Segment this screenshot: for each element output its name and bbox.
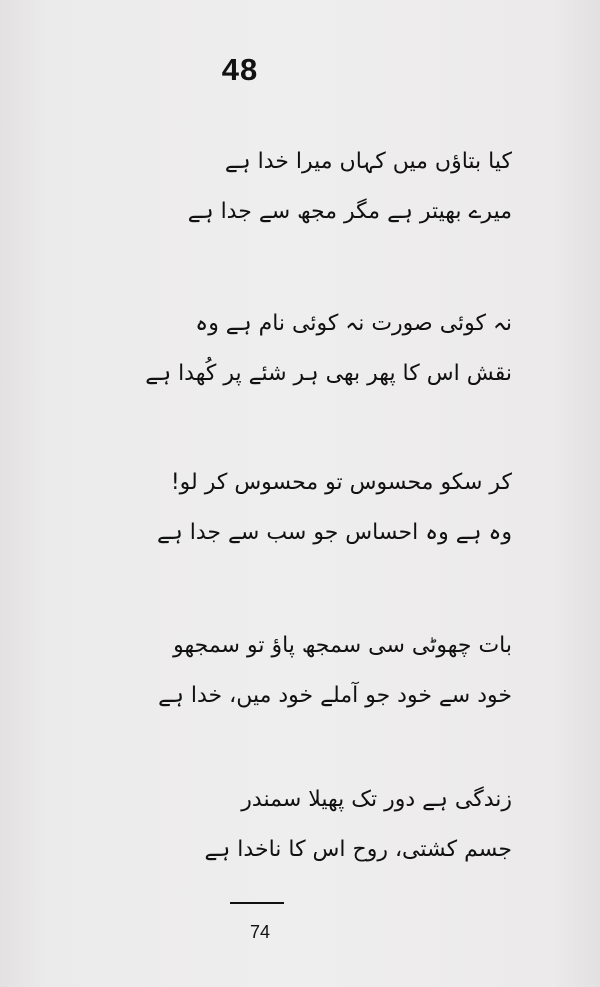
poem-number: 48 — [221, 52, 259, 87]
page-number: 74 — [249, 922, 271, 942]
stanza-1 — [92, 137, 512, 237]
verse-line: کر سکو محسوس تو محسوس کر لو! — [170, 470, 512, 495]
verse-line: میرے بھیتر ہے مگر مجھ سے جدا ہے — [187, 199, 512, 224]
stanza-3 — [92, 458, 512, 558]
stanza-4 — [92, 621, 512, 721]
stanza-5 — [92, 775, 512, 875]
verse-line: خود سے خود جو آملے خود میں، خدا ہے — [158, 683, 512, 708]
verse-line: زندگی ہے دور تک پھیلا سمندر — [241, 787, 512, 812]
verse-line: کیا بتاؤں میں کہاں میرا خدا ہے — [224, 149, 512, 174]
stanza-2 — [92, 299, 512, 399]
verse-line: نہ کوئی صورت نہ کوئی نام ہے وہ — [195, 311, 512, 336]
verse-line: بات چھوٹی سی سمجھ پاؤ تو سمجھو — [173, 633, 512, 658]
verse-line: جسم کشتی، روح اس کا ناخدا ہے — [204, 837, 512, 862]
footer-divider — [230, 902, 284, 904]
verse-line: نقش اس کا پھر بھی ہر شئے پر کُھدا ہے — [145, 361, 512, 386]
verse-line: وہ ہے وہ احساس جو سب سے جدا ہے — [156, 520, 512, 545]
